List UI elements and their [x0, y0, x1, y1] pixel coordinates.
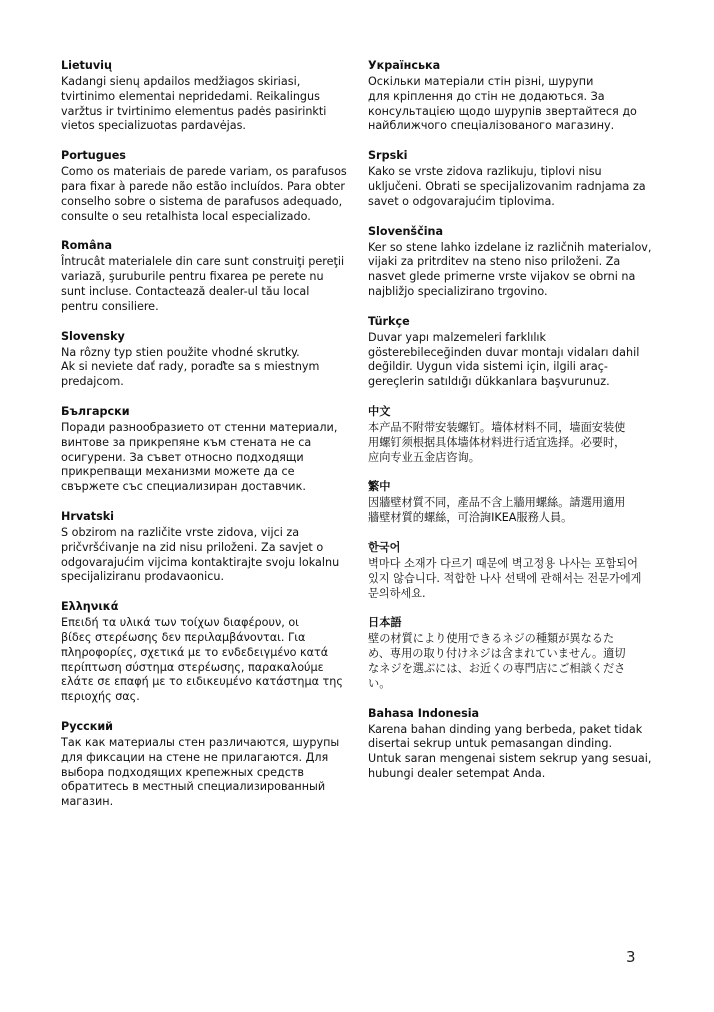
section-heading: Bahasa Indonesia — [368, 706, 480, 720]
section-heading: Româna — [61, 239, 113, 253]
section-slovensky — [61, 329, 351, 390]
section-text: Kadangi sienų apdailos medžiagos skiriasi, tvirtinimo elementai nepridedami. Reikalingus varžtus ir tvirtinimo elementus padės pasirinkti vietos specializuotas pardavėjas. — [61, 75, 327, 133]
section-text: Duvar yapı malzemeleri farklılık gösterebileceğinden duvar montajı vidaları dahil değildir. Uygun vida sistemi için, ilgili araç- gereçlerin satıldığı dükkanlara başvurunuz. — [368, 330, 640, 389]
section-text: Como os materiais de parede variam, os parafusos para fixar à parede não estão incluídos. Para obter conselho sobre o sistema de parafusos adequado, consulte o seu retalhista local especializado. — [61, 165, 347, 223]
section-text: Întrucât materialele din care sunt construiţi pereţii variază, şuruburile pentru fixarea pe perete nu sunt incluse. Contactează dealer-ul tău local pentru consiliere. — [61, 255, 345, 313]
section-heading: Ελληνικά — [61, 600, 119, 614]
section-russkiy — [61, 719, 351, 810]
section-text: 벽마다 소재가 다르기 때문에 벽고정용 나사는 포함되어 있지 않습니다. 적합한 나사 선택에 관해서는 전문가에게 문의하세요. — [368, 556, 642, 600]
section-nihongo — [368, 615, 658, 691]
section-text: Ker so stene lahko izdelane iz različnih materialov, vijaki za pritrditev na steno niso priloženi. Za nasvet glede primerne vrste vijakov se obrni na najbližjo specializirano trgovino. — [368, 240, 652, 298]
section-srpski — [368, 148, 658, 209]
section-heading: Srpski — [368, 149, 408, 163]
section-text: Kako se vrste zidova razlikuju, tiplovi nisu uključeni. Obrati se specijalizovanim radnjama za savet o odgovarajućim tiplovima. — [368, 165, 646, 208]
section-slovenscina — [368, 224, 658, 300]
section-text: Оскільки матеріали стін різні, шурупи для кріплення до стін не додаються. За консультацією щодо шурупів звертайтеся до найближчого спеціалізованого магазину. — [368, 75, 637, 133]
section-ellinika — [61, 599, 351, 705]
section-heading: Slovenščina — [368, 224, 444, 238]
section-ukrainska — [368, 58, 658, 134]
section-heading: Hrvatski — [61, 509, 115, 523]
section-text: 本产品不附带安装螺钉。墙体材料不同，墙面安装使 用螺钉须根据具体墙体材料进行适宜选择。必要时， 应向专业五金店咨询。 — [368, 420, 626, 464]
left-column — [61, 58, 351, 824]
section-text: Поради разнообразието от стенни материали, винтове за прикрепяне към стената не са осигурени. За съвет относно подходящи прикрепващи механизми можете да се свържете със специализиран доставчик. — [61, 420, 338, 494]
section-heading: 日本語 — [368, 616, 402, 630]
section-heading: Slovensky — [61, 329, 125, 343]
section-lietuviu — [61, 58, 351, 134]
section-heading: 中文 — [368, 404, 391, 418]
section-text: Επειδή τα υλικά των τοίχων διαφέρουν, οι βίδες στερέωσης δεν περιλαμβάνονται. Για πληροφορίες, σχετικά με το ενδεδειγμένο κατά περίπτωση σύστημα στερέωσης, παρακαλούμε ελάτε σε επαφή με το ειδικευμένο κατάστημα της περιοχής σας. — [61, 616, 343, 704]
section-heading: 한국어 — [368, 540, 401, 554]
section-heading: Türkçe — [368, 314, 410, 328]
section-heading: Български — [61, 404, 130, 418]
section-heading: Portugues — [61, 149, 126, 163]
section-heading: 繁中 — [368, 480, 391, 494]
section-fanzhong — [368, 479, 658, 526]
section-heading: Русский — [61, 719, 114, 733]
page-number: 3 — [626, 948, 636, 966]
section-hrvatski — [61, 509, 351, 585]
section-heading: Lietuvių — [61, 59, 112, 72]
section-hangugeo — [368, 540, 658, 601]
section-text: Karena bahan dinding yang berbeda, paket tidak disertai sekrup untuk pemasangan dinding. Untuk saran mengenai sistem sekrup yang sesuai, hubungi dealer setempat Anda. — [368, 722, 652, 780]
section-text: 壁の材質により使用できるネジの種類が異なるた め、専用の取り付けネジは含まれていません。適切 なネジを選ぶには、お近くの専門店にご相談くださ い。 — [368, 632, 626, 690]
section-bulgarski — [61, 404, 351, 495]
section-portugues — [61, 148, 351, 224]
section-turkce — [368, 314, 658, 390]
section-romana — [61, 238, 351, 314]
section-text: S obzirom na različite vrste zidova, vijci za pričvršćivanje na zid nisu priloženi. Za savjet o odgovarajućim vijcima kontaktirajte svoju lokalnu specijaliziranu prodavaonicu. — [61, 525, 340, 584]
section-text: 因牆壁材質不同，產品不含上牆用螺絲。請選用適用 牆壁材質的螺絲，可洽詢IKEA服務人員。 — [368, 496, 626, 525]
section-text: Na rôzny typ stien použite vhodné skrutky. Ak si neviete dať rady, poraďte sa s miestnym predajcom. — [61, 345, 320, 389]
right-column — [368, 58, 658, 796]
section-bahasa-indonesia — [368, 706, 658, 782]
section-heading: Українська — [368, 59, 441, 72]
section-text: Так как материалы стен различаются, шурупы для фиксации на стене не прилагаются. Для выбора подходящих крепежных средств обратитесь в местный специализированный магазин. — [61, 735, 340, 809]
section-zhongwen — [368, 404, 658, 465]
